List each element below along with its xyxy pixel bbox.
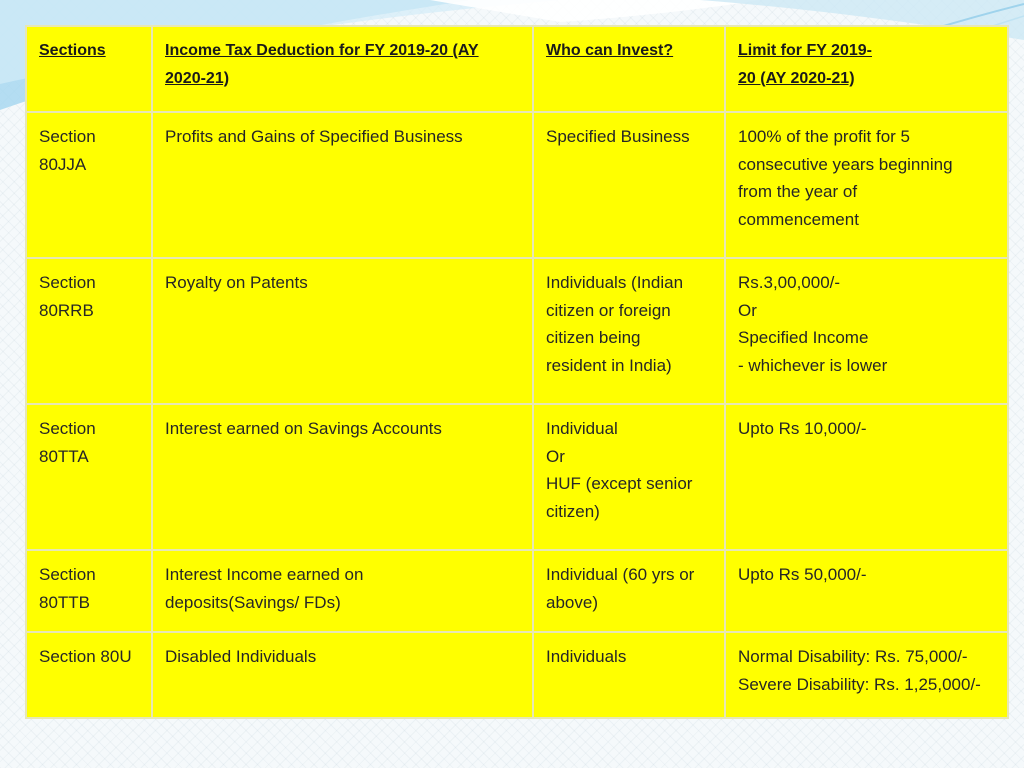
header-sections: Sections: [26, 26, 152, 112]
cell-section: Section 80TTA: [26, 404, 152, 550]
table-row: [26, 632, 1008, 718]
cell-deduction: Interest Income earned on deposits(Savings/ FDs): [152, 550, 533, 632]
cell-limit: Rs.3,00,000/- Or Specified Income - whichever is lower: [725, 258, 1008, 404]
cell-who-can-invest: Individuals (Indian citizen or foreign citizen being resident in India): [533, 258, 725, 404]
table-header-row: [26, 26, 1008, 112]
header-limit: Limit for FY 2019- 20 (AY 2020-21): [725, 26, 1008, 112]
tax-deduction-table: [25, 25, 1009, 719]
cell-deduction: Royalty on Patents: [152, 258, 533, 404]
cell-who-can-invest: Individuals: [533, 632, 725, 718]
table-row: [26, 404, 1008, 550]
cell-section: Section 80JJA: [26, 112, 152, 258]
cell-limit: Normal Disability: Rs. 75,000/- Severe Disability: Rs. 1,25,000/-: [725, 632, 1008, 718]
cell-limit: Upto Rs 50,000/-: [725, 550, 1008, 632]
cell-who-can-invest: Individual (60 yrs or above): [533, 550, 725, 632]
cell-who-can-invest: Individual Or HUF (except senior citizen): [533, 404, 725, 550]
cell-deduction: Interest earned on Savings Accounts: [152, 404, 533, 550]
top-center-white-swoosh: [430, 0, 760, 22]
header-income-tax-deduction: Income Tax Deduction for FY 2019-20 (AY 2020-21): [152, 26, 533, 112]
cell-limit: 100% of the profit for 5 consecutive years beginning from the year of commencement: [725, 112, 1008, 258]
cell-section: Section 80TTB: [26, 550, 152, 632]
table-row: [26, 550, 1008, 632]
cell-who-can-invest: Specified Business: [533, 112, 725, 258]
header-who-can-invest: Who can Invest?: [533, 26, 725, 112]
cell-deduction: Disabled Individuals: [152, 632, 533, 718]
cell-section: Section 80U: [26, 632, 152, 718]
cell-limit: Upto Rs 10,000/-: [725, 404, 1008, 550]
cell-deduction: Profits and Gains of Specified Business: [152, 112, 533, 258]
table-row: [26, 112, 1008, 258]
table-row: [26, 258, 1008, 404]
cell-section: Section 80RRB: [26, 258, 152, 404]
